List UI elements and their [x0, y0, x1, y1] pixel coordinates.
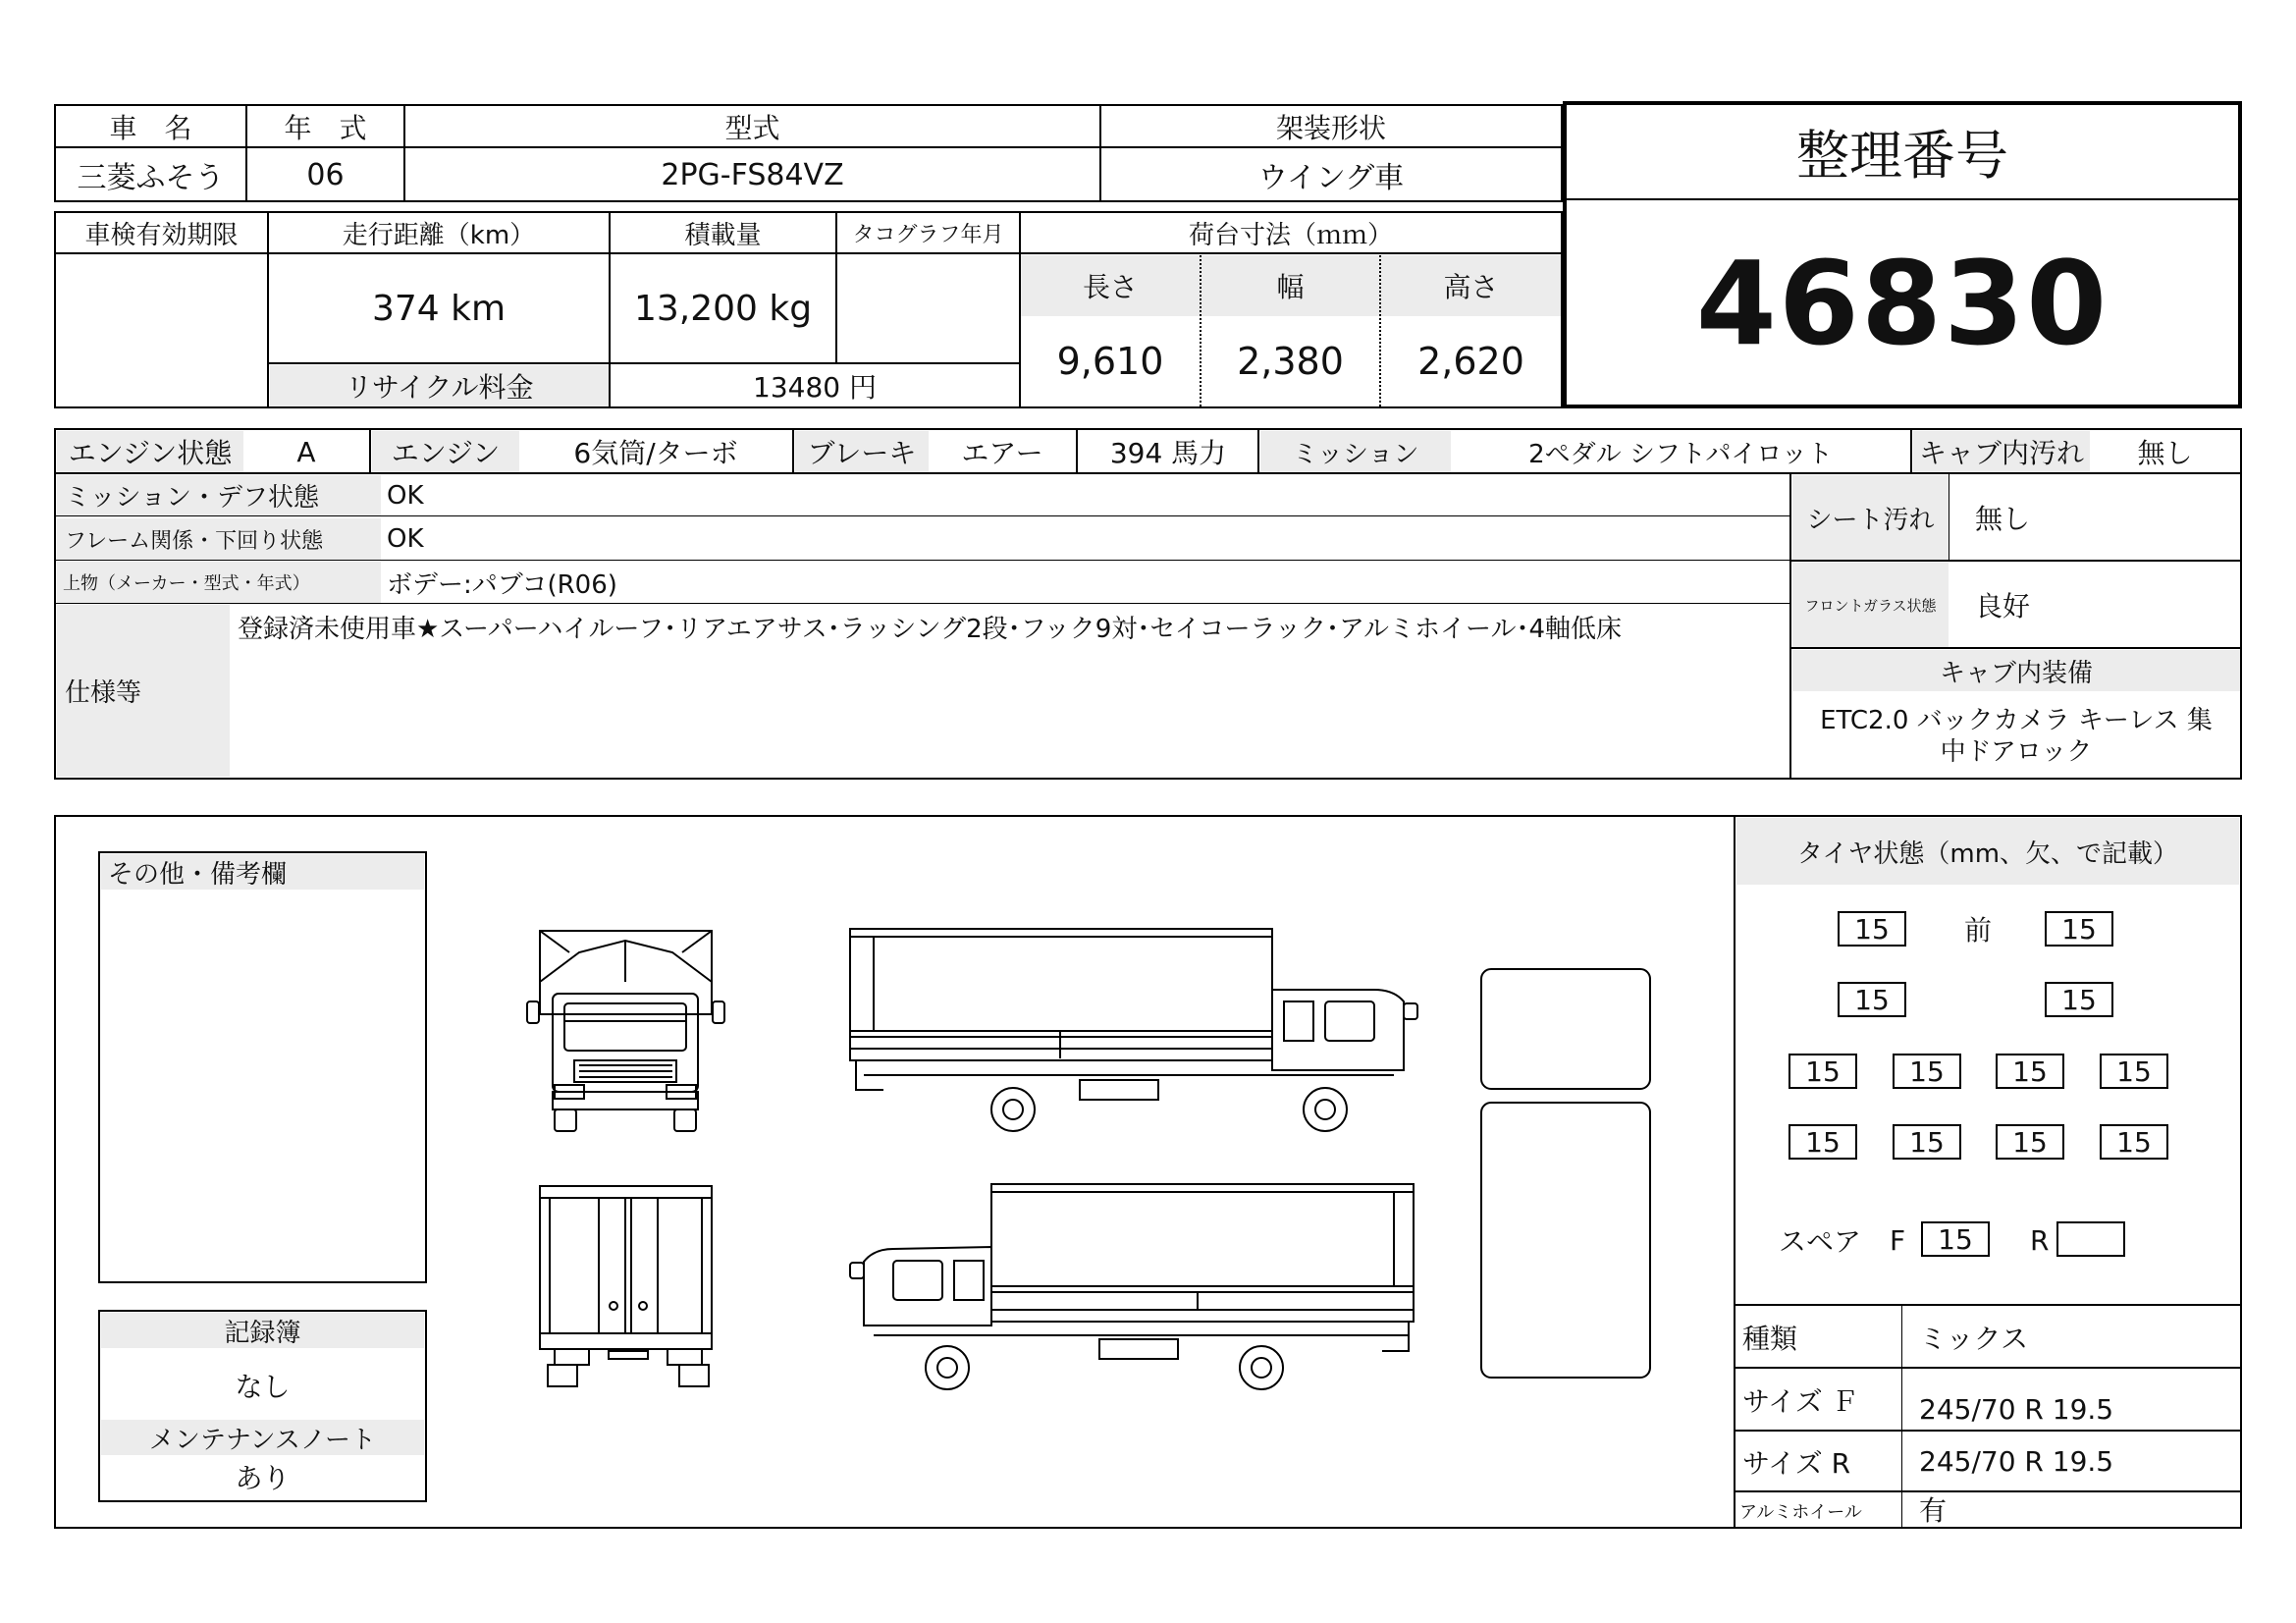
record-value: なし — [235, 1371, 291, 1403]
mileage-label: 走行距離（km） — [342, 220, 536, 250]
engine-label: エンジン — [391, 437, 501, 469]
recycle-value: 13480 円 — [753, 371, 877, 404]
length-value: 9,610 — [1056, 340, 1164, 383]
height-value: 2,620 — [1417, 340, 1524, 383]
tire-type-value: ミックス — [1919, 1322, 2029, 1355]
frame-label: フレーム関係・下回り状態 — [65, 528, 324, 554]
car-name-label: 車 名 — [109, 111, 192, 144]
car-name-value: 三菱ふそう — [77, 161, 225, 195]
bed-size-label: 荷台寸法（ｍｍ） — [1188, 220, 1393, 250]
tire-size-r-label: サイズ R — [1742, 1446, 1851, 1480]
model-label: 型式 — [724, 111, 780, 144]
cab-equipment-line1: ETC2.0 バックカメラ キーレス 集 — [1820, 705, 2213, 735]
capacity-value: 13,200 kg — [633, 289, 813, 329]
body-type-label: 架装形状 — [1275, 111, 1386, 144]
body-label: 上物（メーカー・型式・年式） — [63, 573, 310, 594]
inspection-value — [56, 255, 267, 406]
tire-row3-4: 15 — [2100, 1054, 2168, 1089]
spare-f-value: 15 — [1921, 1221, 1990, 1257]
spare-label: スペア — [1779, 1225, 1862, 1258]
aluminum-wheel-label: アルミホイール — [1739, 1502, 1862, 1523]
truck-side-view-left-diagram — [844, 1178, 1428, 1394]
seat-dirt-value: 無し — [1975, 503, 2031, 535]
width-value: 2,380 — [1237, 340, 1344, 383]
brake-value: エアー — [961, 437, 1043, 469]
truck-side-view-right-diagram — [844, 923, 1428, 1134]
engine-state-value: A — [296, 435, 316, 468]
mission-value: 2ペダル シフトパイロット — [1528, 439, 1833, 469]
width-label: 幅 — [1276, 271, 1305, 303]
spare-r-label: R — [2030, 1223, 2050, 1257]
tacho-value — [837, 255, 1019, 362]
brake-label: ブレーキ — [807, 437, 917, 469]
tire-type-label: 種類 — [1742, 1322, 1798, 1355]
length-label: 長さ — [1082, 271, 1138, 303]
maintenance-label: メンテナンスノート — [148, 1425, 377, 1455]
maintenance-value: あり — [235, 1462, 291, 1494]
model-value: 2PG-FS84VZ — [661, 157, 844, 192]
mileage-value: 374 km — [371, 289, 507, 329]
tire-front-label: 前 — [1963, 914, 1992, 947]
mission-label: ミッション — [1292, 439, 1419, 469]
tire-size-r-value: 245/70 R 19.5 — [1919, 1445, 2114, 1478]
reference-number-label: 整理番号 — [1796, 125, 2008, 187]
tire-size-f-label: サイズ Ｆ — [1742, 1384, 1859, 1418]
body-value: ボデー:パブコ(R06) — [387, 569, 617, 600]
engine-value: 6気筒/ターボ — [573, 437, 738, 469]
horsepower-value: 394 馬力 — [1109, 437, 1227, 469]
body-type-value: ウイング車 — [1257, 161, 1405, 195]
year-label: 年 式 — [284, 111, 367, 144]
engine-state-label: エンジン状態 — [68, 437, 233, 469]
cab-equipment-line2: 中ドアロック — [1940, 736, 2093, 767]
windshield-value: 良好 — [1975, 590, 2031, 622]
truck-rear-view-diagram — [530, 1178, 726, 1389]
windshield-label: フロントガラス状態 — [1804, 596, 1937, 615]
capacity-label: 積載量 — [684, 220, 762, 250]
tire-row4-1: 15 — [1789, 1124, 1857, 1160]
tire-row4-4: 15 — [2100, 1124, 2168, 1160]
tire-front-right: 15 — [2045, 911, 2113, 947]
tire-title: タイヤ状態（mm、欠、で記載） — [1796, 839, 2179, 869]
remarks-label: その他・備考欄 — [108, 859, 288, 890]
tire-row2-left: 15 — [1838, 982, 1906, 1017]
tire-row3-2: 15 — [1893, 1054, 1961, 1089]
tacho-label: タコグラフ年月 — [852, 222, 1004, 247]
year-value: 06 — [306, 157, 345, 192]
tire-front-left: 15 — [1838, 911, 1906, 947]
tire-row3-1: 15 — [1789, 1054, 1857, 1089]
aluminum-wheel-value: 有 — [1919, 1494, 1948, 1527]
record-label: 記録簿 — [224, 1318, 301, 1348]
diff-value: OK — [387, 480, 424, 511]
inspection-label: 車検有効期限 — [84, 220, 239, 250]
cab-dirt-value: 無し — [2137, 437, 2193, 469]
truck-front-view-diagram — [525, 923, 726, 1134]
cab-dirt-label: キャブ内汚れ — [1918, 437, 2084, 469]
height-label: 高さ — [1443, 271, 1499, 303]
spec-value: 登録済未使用車★スーパーハイルーフ･リアエアサス･ラッシング2段･フック9対･セイコーラック･アルミホイール･4軸低床 — [238, 615, 1622, 644]
recycle-label: リサイクル料金 — [345, 371, 534, 404]
tire-row4-3: 15 — [1996, 1124, 2064, 1160]
tire-row4-2: 15 — [1893, 1124, 1961, 1160]
tire-row3-3: 15 — [1996, 1054, 2064, 1089]
frame-value: OK — [387, 524, 424, 554]
truck-top-view-diagram — [1477, 965, 1654, 1382]
cab-equipment-label: キャブ内装備 — [1939, 658, 2093, 688]
seat-dirt-label: シート汚れ — [1806, 505, 1935, 535]
tire-row2-right: 15 — [2045, 982, 2113, 1017]
diff-label: ミッション・デフ状態 — [65, 483, 319, 513]
tire-size-f-value: 245/70 R 19.5 — [1919, 1393, 2114, 1426]
spare-r-value — [2056, 1221, 2125, 1257]
reference-number: 46830 — [1695, 236, 2109, 371]
spec-label: 仕様等 — [65, 678, 142, 708]
spare-f-label: F — [1890, 1223, 1906, 1257]
